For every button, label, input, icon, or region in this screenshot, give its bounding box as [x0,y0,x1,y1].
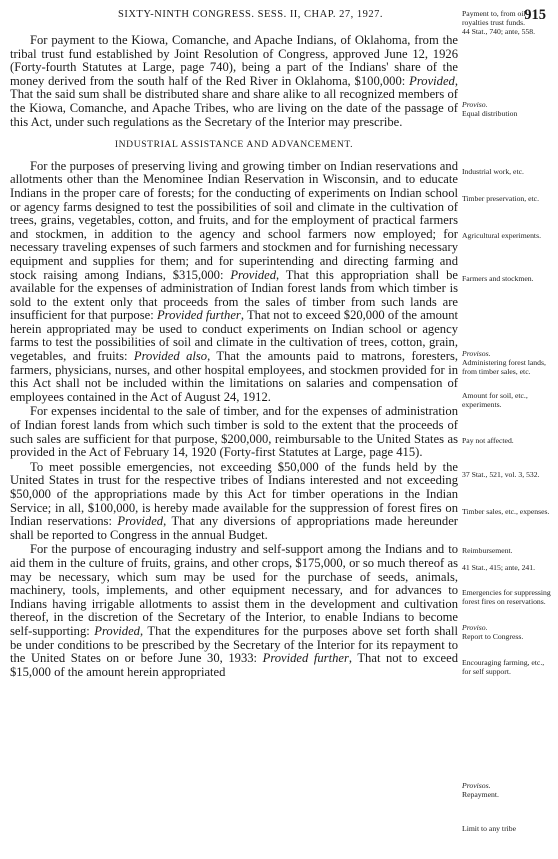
paragraph-timber-sales: For expenses incidental to the sale of timber, and for the expenses of administration of Indian forest lands from which such timber is sold to the extent that the proceeds of such sales are sufficient for that purpose, $200,000, reimbursable to the United States as provided in the Act of February 14, 1920 (Forty-first Statutes at Large, page 415). [10,404,458,460]
margin-note: Report to Congress. [462,632,524,641]
margin-note: Industrial work, etc. [462,167,524,176]
margin-note: Payment to, from oil royalties trust funds. [462,9,526,27]
margin-notes [462,0,558,859]
margin-note: Pay not affected. [462,436,514,445]
margin-note: Provisos. [462,349,491,358]
paragraph-emergencies: To meet possible emergencies, not exceeding $50,000 of the funds held by the United States in trust for the respective tribes of Indians interested and not exceeding $50,000 of the appropriations made by this Act for timber operations in the Indian Service; in all, $100,000, is hereby made available for the suppression of forest fires on Indian reservations: Provided, That any diversions of appropriations made hereunder shall be reported to Congress in the annual Budget. [10,459,458,542]
margin-note: Repayment. [462,790,499,799]
margin-note: Farmers and stockmen. [462,274,534,283]
margin-note: 37 Stat., 521, vol. 3, 532. [462,470,540,479]
margin-note: Provisos. [462,781,491,790]
paragraph-kiowa-payment: For payment to the Kiowa, Comanche, and Apache Indians, of Oklahoma, from the tribal trust fund established by Joint Resolution of Congress, approved June 12, 1926 (Forty-fourth Statutes at Large, page 740), being a part of the Indians' share of the money derived from the south half of the Red River in Oklahoma, $100,000: Provided, That the said sum shall be distributed share and share alike to all recognized members of the Kiowa, Comanche, and Apache Tribes, who are living on the date of the passage of this Act, under such regulations as the Secretary of the Interior may prescribe. [10,33,458,129]
margin-note: Amount for soil, etc., experiments. [462,391,528,409]
margin-note: Emergencies for suppressing forest fires on reservations. [462,588,551,606]
running-head: SIXTY-NINTH CONGRESS. SESS. II, CHAP. 27, 1927. [118,9,384,20]
margin-note: Equal distribution [462,109,518,118]
margin-note: 41 Stat., 415; ante, 241. [462,563,536,572]
margin-note: Proviso. [462,100,488,109]
margin-note: Agricultural experiments. [462,231,541,240]
section-heading: INDUSTRIAL ASSISTANCE AND ADVANCEMENT. [114,139,354,151]
margin-note: Proviso. [462,623,488,632]
margin-note: Timber sales, etc., expenses. [462,507,550,516]
paragraph-timber-preservation: For the purposes of preserving living and growing timber on Indian reservations and allotments other than the Menominee Indian Reservation in Wisconsin, and to educate Indians in the proper care of forests; for the conducting of experiments on Indian school or agency farms designed to test the possibilities of soil and climate in the cultivation of trees, grains, vegetables, cotton, and fruits, and for the employment of practical farmers and stockmen, in addition to the agency and school farmers now employed; for necessary traveling expenses of such farmers and stockmen and for furnishing necessary equipment and supplies for them; and for superintending and directing farming and stock raising among Indians, $315,000: Provided, That this appropriation shall be available for the expenses of administration of Indian forest lands from which timber is sold to the extent only that proceeds from the sales of timber from such lands are insufficient for that purpose: Provided further, That not to exceed $20,000 of the amount herein appropriated may be used to conduct experiments on Indian school or agency farms to test the possibilities of soil and climate in the cultivation of trees, cotton, grain, vegetables, and fruits: Provided also, That the amounts paid to matrons, foresters, farmers, physicians, nurses, and other hospital employees, and stockmen provided for in this Act shall not be included within the limitations on salaries and compensation of employees contained in the Act of August 24, 1912. [10,158,459,404]
margin-note: Encouraging farming, etc., for self support. [462,658,545,676]
margin-note: Timber preservation, etc. [462,194,539,203]
margin-note: Reimbursement. [462,546,513,555]
page-number: 915 [524,7,546,23]
margin-note: Limit to any tribe [462,824,517,833]
paragraph-industry-self-support: For the purpose of encouraging industry and self-support among the Indians and to aid them in the culture of fruits, grains, and other crops, $175,000, or so much thereof as may be necessary, which sum may be used for the purchase of seeds, animals, machinery, tools, implements, and other equipment necessary, and for advances to Indians having irrigable allotments to assist them in the development and cultivation thereof, in the discretion of the Secretary of the Interior, to enable Indians to become self-supporting: Provided, That the expenditures for the purposes above set forth shall be under conditions to be prescribed by the Secretary of the Interior for its repayment to the United States on or before June 30, 1933: Provided further, That not to exceed $15,000 of the amount herein appropriated [10,542,458,679]
margin-note: Administering forest lands, from timber sales, etc. [462,358,546,376]
margin-note: 44 Stat., 740; ante, 558. [462,27,536,36]
main-text-column [10,34,458,679]
